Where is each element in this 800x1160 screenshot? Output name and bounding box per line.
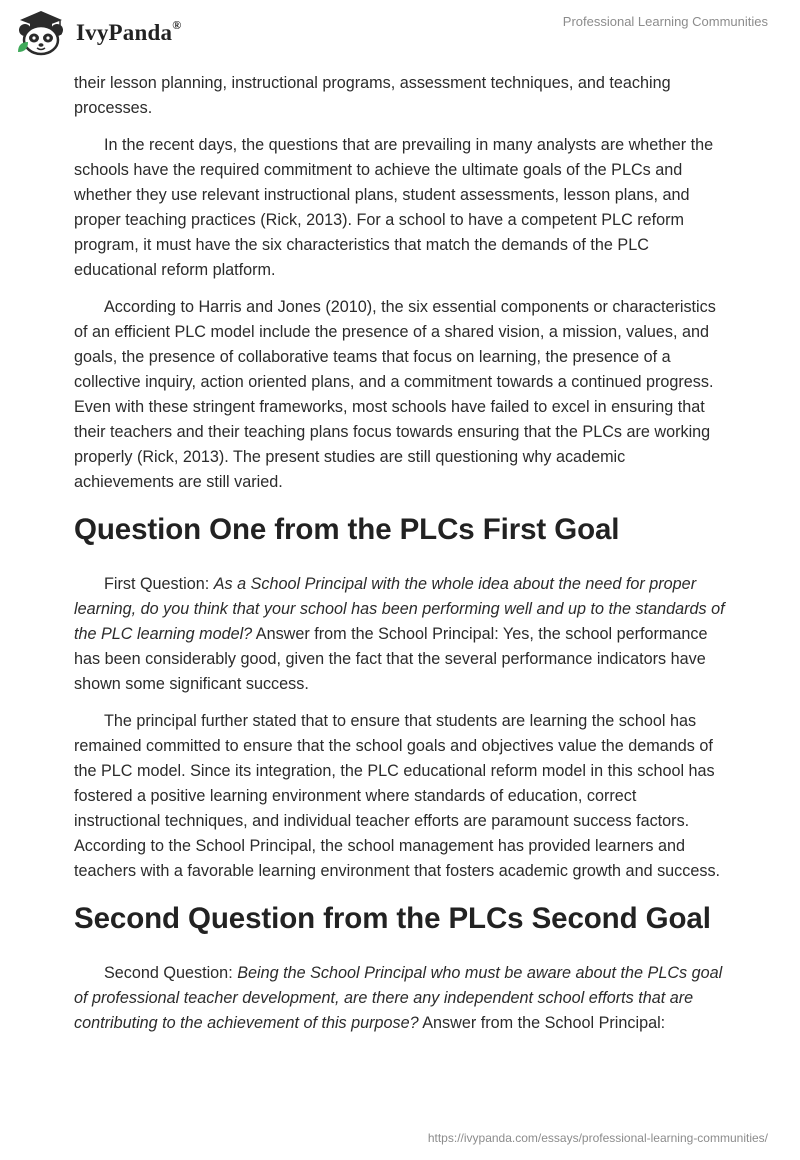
section-heading: Second Question from the PLCs Second Goal (74, 902, 711, 935)
question-label: First Question: (104, 575, 214, 593)
question-text: Being the School Principal who must be aware about the PLCs goal of professional teacher development, are there any independent school efforts that are contributing to the achievement of this purpose? (74, 964, 723, 1032)
question-paragraph (74, 572, 726, 697)
question-label: Second Question: (104, 964, 238, 982)
page-header (0, 0, 800, 70)
essay-body (74, 71, 726, 1048)
paragraph: According to Harris and Jones (2010), the six essential components or characteristics of an efficient PLC model include the presence of a shared vision, a mission, values, and goals, the presence of collaborative teams that focus on learning, the presence of a collective inquiry, action oriented plans, and a commitment towards a continued progress. Even with these stringent frameworks, most schools have failed to excel in ensuring that their teachers and their teaching plans focus towards ensuring that the PLCs are working properly (Rick, 2013). The present studies are still questioning why academic achievements are still varied. (74, 298, 716, 491)
document-title: Professional Learning Communities (562, 14, 768, 29)
source-url[interactable]: https://ivypanda.com/essays/professional-learning-communities/ (427, 1131, 768, 1145)
section-heading: Question One from the PLCs First Goal (74, 513, 620, 546)
brand-name: IvyPanda® (76, 18, 182, 45)
paragraph: The principal further stated that to ensure that students are learning the school has remained committed to ensure that the school goals and objectives value the demands of the PLC model. Since its integration, the PLC educational reform model in this school has fostered a positive learning environment where standards of education, correct instructional techniques, and individual teacher efforts are paramount success factors. According to the School Principal, the school management has provided learners and teachers with a favorable learning environment that fosters academic growth and success. (74, 712, 721, 880)
answer-text: Answer from the School Principal: (418, 1014, 666, 1032)
paragraph: In the recent days, the questions that are prevailing in many analysts are whether the schools have the required commitment to achieve the ultimate goals of the PLCs and whether they use relevant instructional plans, student assessments, lesson plans, and proper teaching practices (Rick, 2013). For a school to have a competent PLC reform program, it must have the six characteristics that match the demands of the PLC educational reform platform. (74, 136, 714, 279)
question-paragraph (74, 961, 726, 1036)
panda-mascot-icon (14, 8, 68, 58)
ivypanda-logo[interactable] (14, 8, 181, 58)
question-text: As a School Principal with the whole idea about the need for proper learning, do you think that your school has been performing well and up to the standards of the PLC learning model? (74, 575, 725, 643)
paragraph: their lesson planning, instructional programs, assessment techniques, and teaching processes. (74, 74, 671, 117)
answer-text: Answer from the School Principal: Yes, the school performance has been considerably good, given the fact that the several performance indicators have shown some significant success. (74, 625, 708, 693)
